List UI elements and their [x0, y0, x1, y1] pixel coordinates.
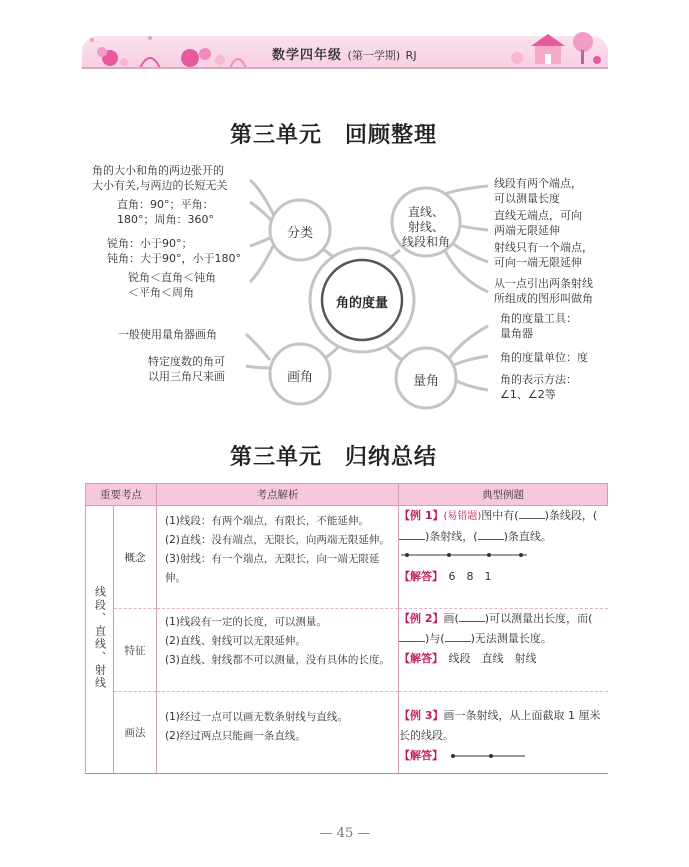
header-title: 数学四年级 (第一学期) RJ	[272, 48, 417, 63]
header-flowers-left-icon	[80, 28, 250, 72]
note-set-square-draw: 特定度数的角可 以用三角尺来画	[148, 355, 225, 383]
topic-cell: 线段、直线、射线	[86, 506, 114, 774]
note-ray: 射线只有一个端点， 可向一端无限延伸	[494, 241, 593, 269]
table-header-row	[86, 484, 608, 506]
note-acute-obtuse: 锐角：小于90°； 钝角：大于90°，小于180°	[107, 237, 241, 265]
table-row	[86, 609, 608, 692]
note-tool: 角的度量工具： 量角器	[500, 312, 577, 340]
col-header-point: 重要考点	[86, 484, 157, 506]
analysis-cell: (1)线段：有两个端点，有限长，不能延伸。 (2)直线：没有端点，无限长，向两端无限延伸。 (3)射线：有一个端点，无限长，向一端无限延伸。	[157, 506, 399, 609]
node-lines-rays-angles: 直线、 射线、 线段和角	[401, 205, 450, 249]
summary-heading: 第三单元 归纳总结	[230, 445, 438, 470]
example-cell: 【例 2】画( )可以测量出长度，而()与( )无法测量长度。 【解答】 线段 直线 射线	[399, 609, 608, 692]
col-header-analysis: 考点解析	[157, 484, 399, 506]
note-line: 直线无端点，可向 两端无限延伸	[494, 209, 582, 237]
note-size-relation: 角的大小和角的两边张开的 大小有关,与两边的长短无关	[92, 164, 228, 192]
note-unit: 角的度量单位：度	[500, 351, 588, 364]
segment-figure	[399, 550, 529, 560]
point-cell: 概念	[114, 506, 157, 609]
note-segment: 线段有两个端点， 可以测量长度	[494, 177, 582, 205]
note-ordering: 锐角＜直角＜钝角 ＜平角＜周角	[128, 271, 216, 299]
review-heading: 第三单元 回顾整理	[230, 123, 438, 148]
note-notation: 角的表示方法： ∠1、∠2等	[500, 373, 577, 401]
point-cell: 画法	[114, 692, 157, 774]
header-house-right-icon	[505, 24, 605, 70]
analysis-cell: (1)经过一点可以画无数条射线与直线。 (2)经过两点只能画一条直线。	[157, 692, 399, 774]
note-angle-definition: 从一点引出两条射线 所组成的图形叫做角	[494, 277, 593, 305]
point-cell: 特征	[114, 609, 157, 692]
table-row	[86, 692, 608, 774]
note-right-straight: 直角：90°；平角： 180°；周角：360°	[117, 198, 214, 226]
table-row	[86, 506, 608, 609]
ray-figure	[447, 751, 527, 761]
node-classification: 分类	[286, 226, 313, 241]
note-protractor-draw: 一般使用量角器画角	[118, 328, 217, 341]
header-divider	[82, 67, 608, 69]
example-cell: 【例 1】(易错题)图中有( )条线段，()条射线，( )条直线。 【解答】 6 8 1	[399, 506, 608, 609]
center-node-label: 角的度量	[335, 296, 388, 311]
col-header-example: 典型例题	[399, 484, 608, 506]
summary-table	[85, 483, 608, 774]
node-drawing: 画角	[286, 370, 313, 385]
analysis-cell: (1)线段有一定的长度，可以测量。 (2)直线、射线可以无限延伸。 (3)直线、射线都不可以测量，没有具体的长度。	[157, 609, 399, 692]
example-cell: 【例 3】画一条射线，从上面截取 1 厘米长的线段。 【解答】	[399, 692, 608, 774]
node-measuring: 量角	[412, 374, 439, 389]
page-number: — 45 —	[319, 826, 371, 841]
